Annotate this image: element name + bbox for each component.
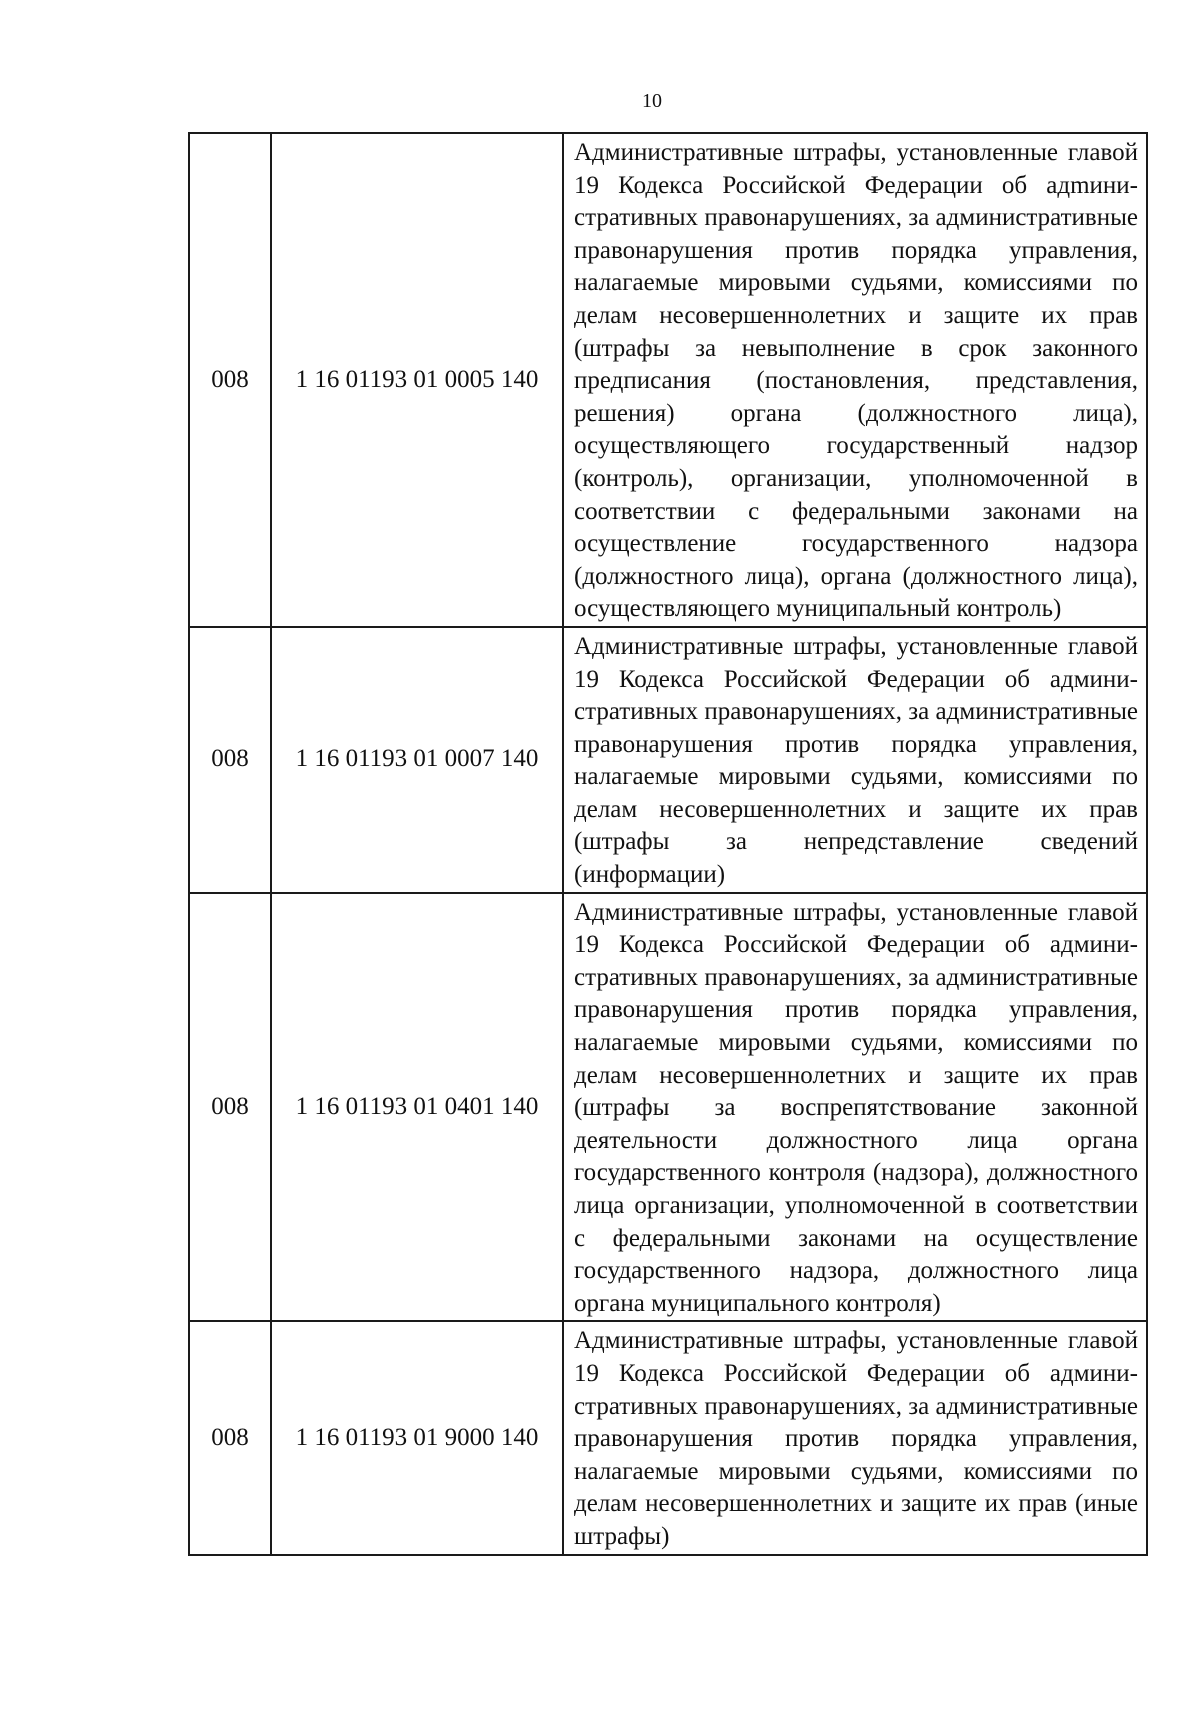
kbk-code-cell: 1 16 01193 01 0401 140 <box>271 893 563 1322</box>
description-cell: Административные штрафы, установленные главой 19 Кодекса Российской Федерации об административных правонарушениях, за административные правонарушения против порядка управления, налагаемые мировыми судьями, комиссиями по делам несовершеннолетних и защите их прав (штрафы за непредставление сведений (информации) <box>563 627 1147 893</box>
admin-code-cell: 008 <box>189 133 271 627</box>
admin-code-cell: 008 <box>189 627 271 893</box>
description-cell: Административные штрафы, установленные главой 19 Кодекса Российской Федерации об административных правонарушениях, за административные правонарушения против порядка управления, налагаемые мировыми судьями, комиссиями по делам несовершеннолетних и защите их прав (штрафы за воспрепятствование законной деятельности должностного лица органа государственного контроля (надзора), должностного лица организации, уполномоченной в соответствии с федеральными законами на осуществление государственного надзора, должностного лица органа муниципального контроля) <box>563 893 1147 1322</box>
kbk-table <box>188 132 1148 1556</box>
table-row <box>189 893 1147 1322</box>
kbk-code-cell: 1 16 01193 01 0007 140 <box>271 627 563 893</box>
table-row <box>189 1321 1147 1554</box>
page-number: 10 <box>642 90 662 112</box>
admin-code-cell: 008 <box>189 1321 271 1554</box>
admin-code-cell: 008 <box>189 893 271 1322</box>
kbk-code-cell: 1 16 01193 01 9000 140 <box>271 1321 563 1554</box>
table-row <box>189 133 1147 627</box>
description-cell: Административные штрафы, установленные главой 19 Кодекса Российской Федерации об адmинистративных правонарушениях, за административные правонарушения против порядка управления, налагаемые мировыми судьями, комиссиями по делам несовершеннолетних и защите их прав (штрафы за невыполнение в срок законного предписания (постановления, представления, решения) органа (должностного лица), осуществляющего государственный надзор (контроль), организации, уполномоченной в соответствии с федеральными законами на осуществление государственного надзора (должностного лица), органа (должностного лица), осуществляющего муниципальный контроль) <box>563 133 1147 627</box>
description-cell: Административные штрафы, установленные главой 19 Кодекса Российской Федерации об административных правонарушениях, за административные правонарушения против порядка управления, налагаемые мировыми судьями, комиссиями по делам несовершеннолетних и защите их прав (иные штрафы) <box>563 1321 1147 1554</box>
kbk-code-cell: 1 16 01193 01 0005 140 <box>271 133 563 627</box>
table-row <box>189 627 1147 893</box>
